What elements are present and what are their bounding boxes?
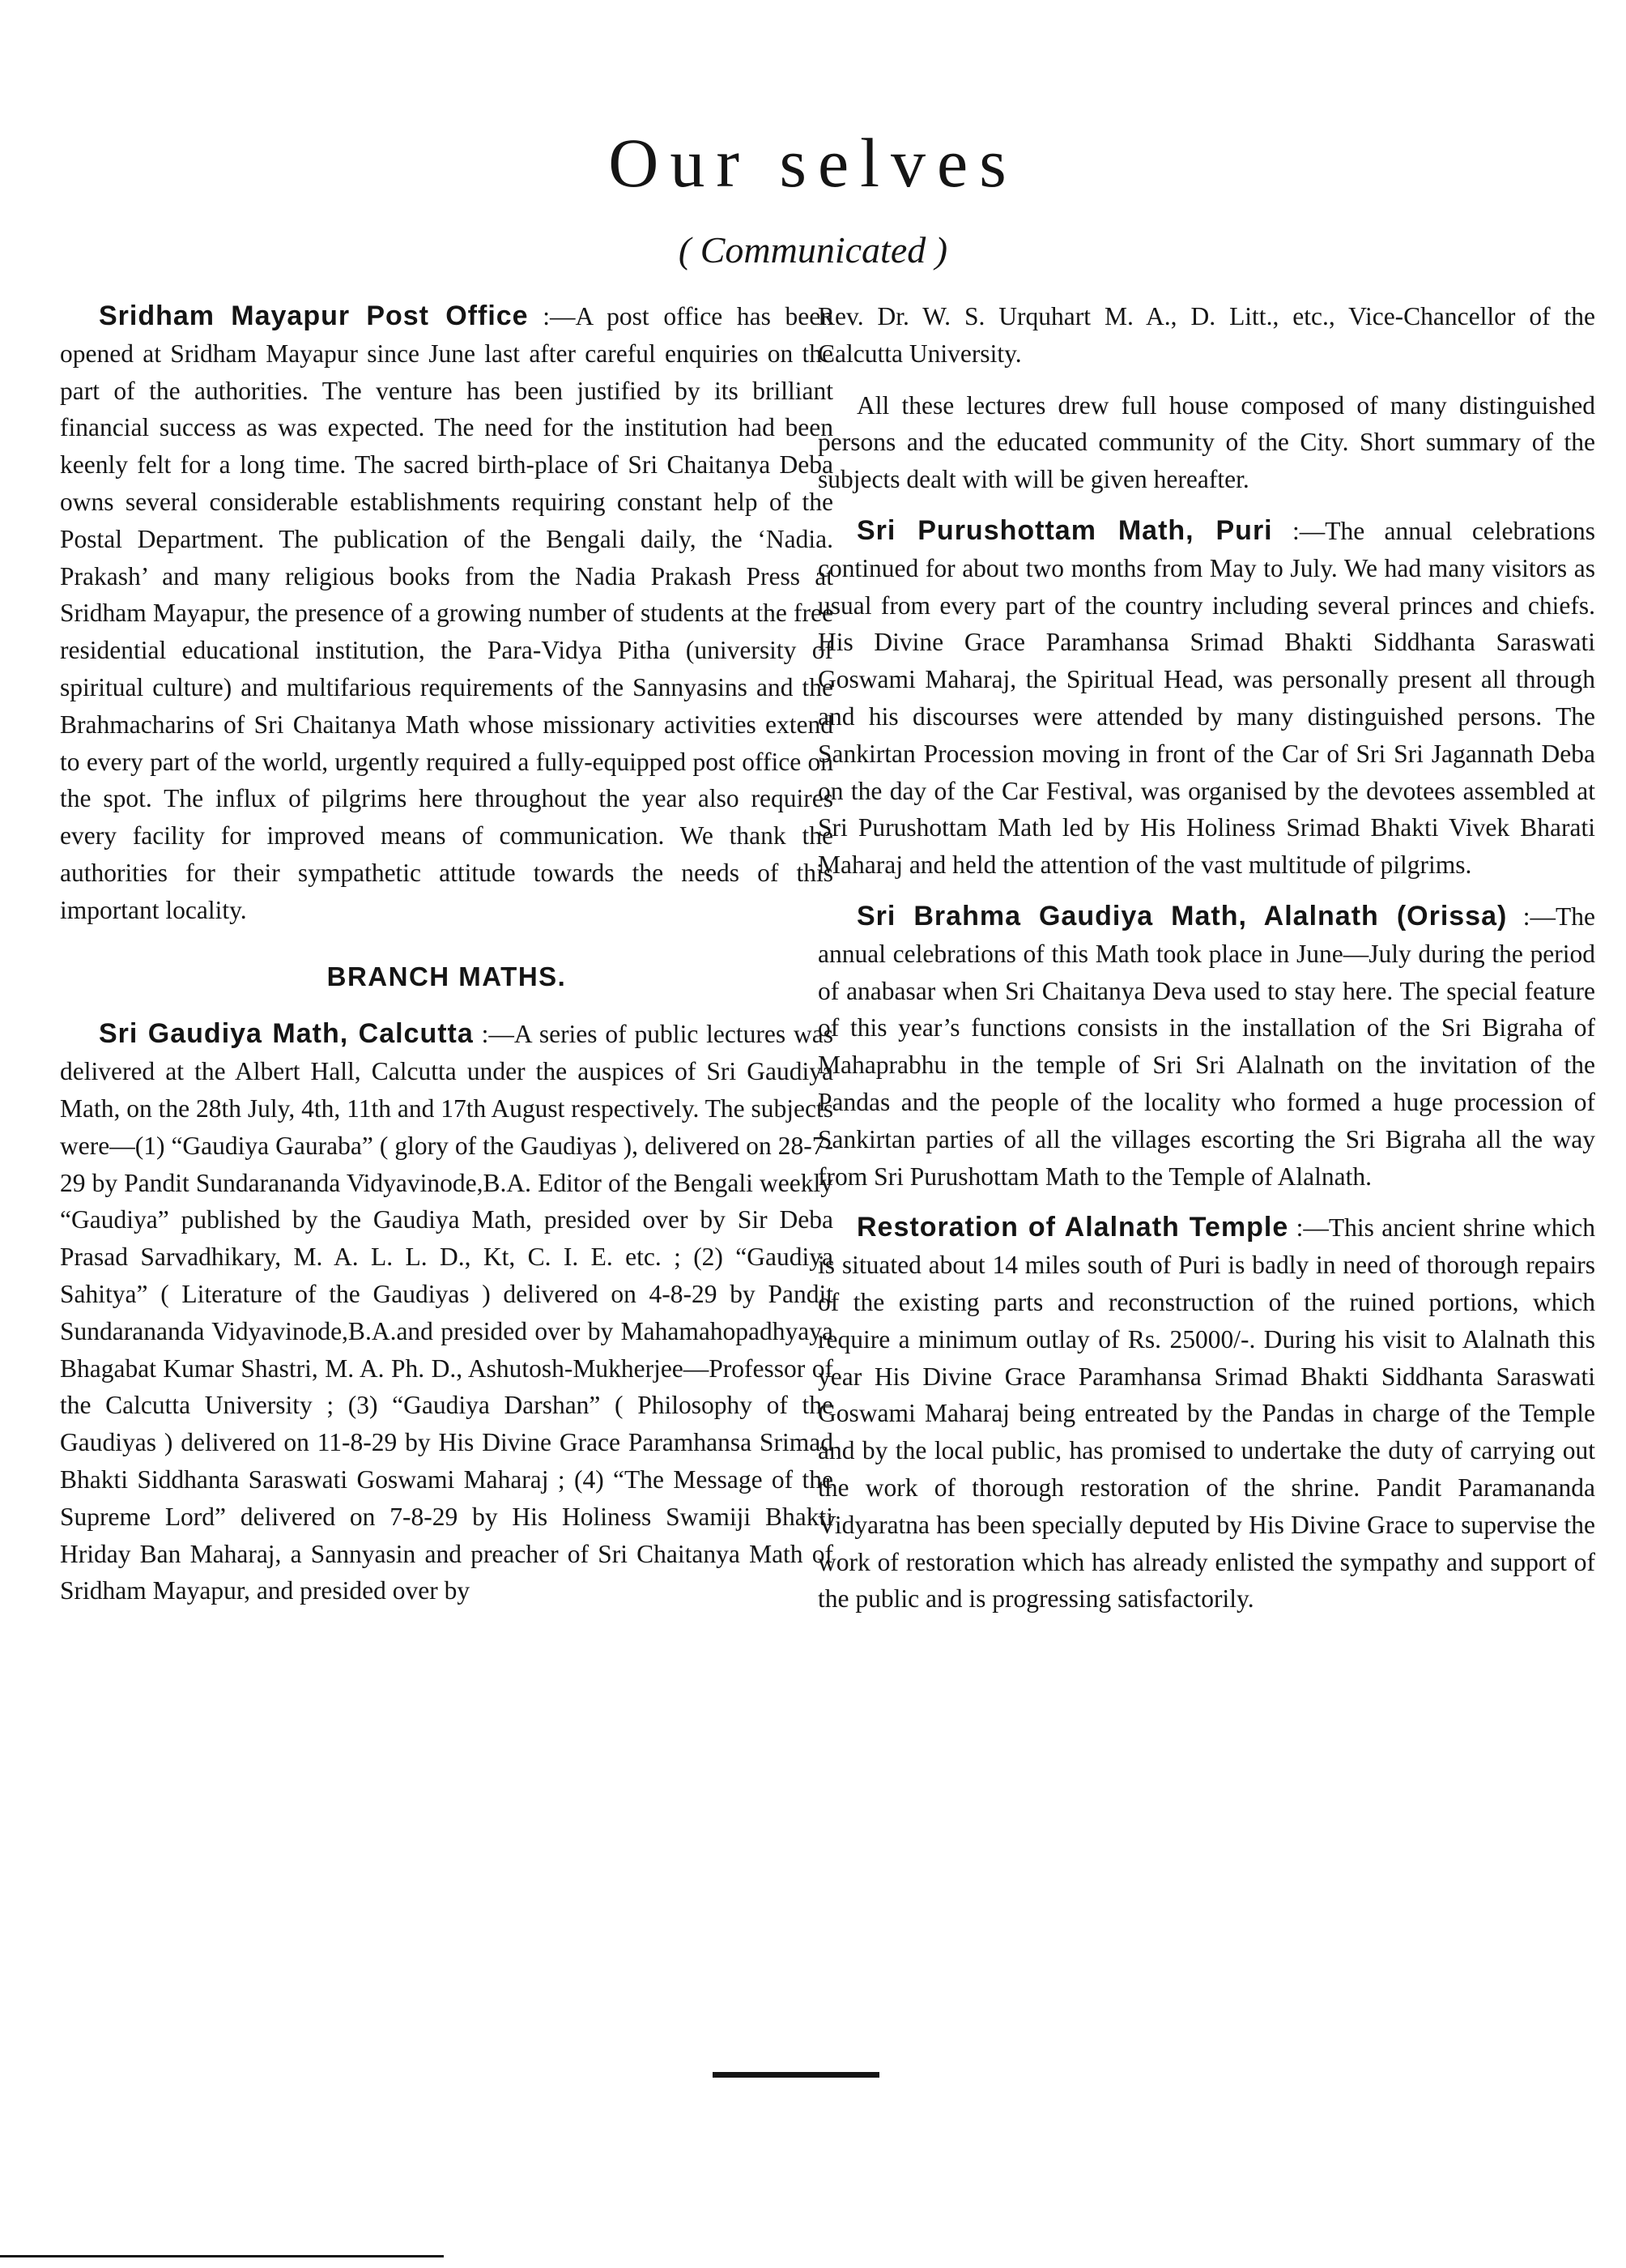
right-column [818, 298, 1595, 1632]
calcutta-text: :—A series of public lectures was delivered at the Albert Hall, Calcutta under the auspices of Sri Gaudiya Math, on the 28th July, 4th, 11th and 17th August respectively. The subjects were—(1) “Gaudiya Gauraba” ( glory of the Gaudiyas ), delivered on 28-7-29 by Pandit Sundarananda Vidyavinode,B.A. Editor of the Bengali weekly “Gaudiya” published by the Gaudiya Math, presided over by Sir Deba Prasad Sarvadhikary, M. A. L. L. D., Kt, C. I. E. etc. ; (2) “Gaudiya Sahitya” ( Literature of the Gaudiyas ) delivered on 4-8-29 by Pandit Sundarananda Vidyavinode,B.A.and presided over by Mahamahopadhyaya Bhagabat Kumar Shastri, M. A. Ph. D., Ashutosh-Mukherjee—Professor of the Calcutta University ; (3) “Gaudiya Darshan” ( Philosophy of the Gaudiyas ) delivered on 11-8-29 by His Divine Grace Paramhansa Srimad Bhakti Siddhanta Saraswati Goswami Maharaj ; (4) “The Message of the Supreme Lord” delivered on 7-8-29 by His Holiness Swamiji Bhakti Hriday Ban Maharaj, a Sannyasin and preacher of Sri Chaitanya Math of Sridham Mayapur, and presided over by [60, 1020, 834, 1605]
restoration-text: :—This ancient shrine which is situated about 14 miles south of Puri is badly in need of thorough repairs of the existing parts and reconstruction of the ruined portions, which require a minimum outlay of Rs. 25000/-. During his visit to Alalnath this year His Divine Grace Paramhansa Srimad Bhakti Siddhanta Saraswati Goswami Maharaj being entreated by the Pandas in charge of the Temple and by the local public, has promised to undertake the duty of carrying out the work of thorough restoration of the shrine. Pandit Paramananda Vidyaratna has been specially deputed by His Divine Grace to supervise the work of restoration which has already enlisted the sympathy and support of the public and is progressing satisfactorily. [818, 1213, 1595, 1614]
alalnath-text: :—The annual celebrations of this Math took place in June—July during the period of anabasar when Sri Chaitanya Deva used to stay here. The special feature of this year’s functions consists in the installation of the Sri Bigraha of Mahaprabhu in the temple of Sri Sri Alalnath on the invitation of the Pandas and the people of the locality who formed a huge procession of Sankirtan parties of all the villages escorting the Sri Bigraha all the way from Sri Purushottam Math to the Temple of Alalnath. [818, 902, 1595, 1191]
page-title: Our selves [608, 124, 1018, 202]
calcutta-paragraph [60, 1016, 833, 1609]
page-subtitle: ( Communicated ) [678, 229, 948, 271]
footer-rule [0, 2255, 444, 2257]
end-of-article-rule [713, 2072, 879, 2078]
restoration-paragraph [818, 1209, 1595, 1618]
post-office-heading: Sridham Mayapur Post Office [99, 301, 529, 331]
restoration-heading: Restoration of Alalnath Temple [857, 1212, 1289, 1243]
alalnath-heading: Sri Brahma Gaudiya Math, Alalnath (Orissa) [857, 900, 1508, 932]
left-column [60, 298, 833, 1624]
alalnath-paragraph [818, 898, 1595, 1195]
branch-maths-heading: BRANCH MATHS. [326, 961, 567, 991]
lectures-summary-paragraph: All these lectures drew full house composed of many distinguished persons and the educated community of the City. Short summary of the subjects dealt with will be given hereafter. [818, 390, 1595, 494]
puri-text: :—The annual celebrations continued for about two months from May to July. We had many visitors as usual from every part of the country including several princes and chiefs. His Divine Grace Paramhansa Srimad Bhakti Siddhanta Saraswati Goswami Maharaj, the Spiritual Head, was personally present all through and his discourses were attended by many distinguished persons. The Sankirtan Procession moving in front of the Car of Sri Sri Jagannath Deba on the day of the Car Festival, was organised by the devotees assembled at Sri Purushottam Math led by His Holiness Srimad Bhakti Vivek Bharati Maharaj and held the attention of the vast multitude of pilgrims. [818, 516, 1595, 880]
puri-paragraph [818, 513, 1595, 884]
post-office-text: :—A post office has been opened at Sridham Mayapur since June last after careful enquiries on the part of the authorities. The venture has been justified by its brilliant financial success as was expected. The need for the institution had been keenly felt for a long time. The sacred birth-place of Sri Chaitanya Deba owns several considerable establishments requiring constant help of the Postal Department. The publication of the Bengali daily, the ‘Nadia. Prakash’ and many religious books from the Nadia Prakash Press at Sridham Mayapur, the presence of a growing number of students at the free residential educational institution, the Para-Vidya Pitha (university of spiritual culture) and multifarious requirements of the Sannyasins and the Brahmacharins of Sri Chaitanya Math whose missionary activities extend to every part of the world, urgently required a fully-equipped post office on the spot. The influx of pilgrims here throughout the year also requires every facility for improved means of communication. We thank the authorities for their sympathetic attitude towards the needs of this important locality. [60, 302, 833, 924]
calcutta-heading: Sri Gaudiya Math, Calcutta [99, 1018, 474, 1050]
post-office-paragraph [60, 298, 833, 929]
puri-heading: Sri Purushottam Math, Puri [857, 514, 1273, 546]
calcutta-continued-paragraph: Rev. Dr. W. S. Urquhart M. A., D. Litt., etc., Vice-Chancellor of the Calcutta University. [818, 302, 1595, 368]
